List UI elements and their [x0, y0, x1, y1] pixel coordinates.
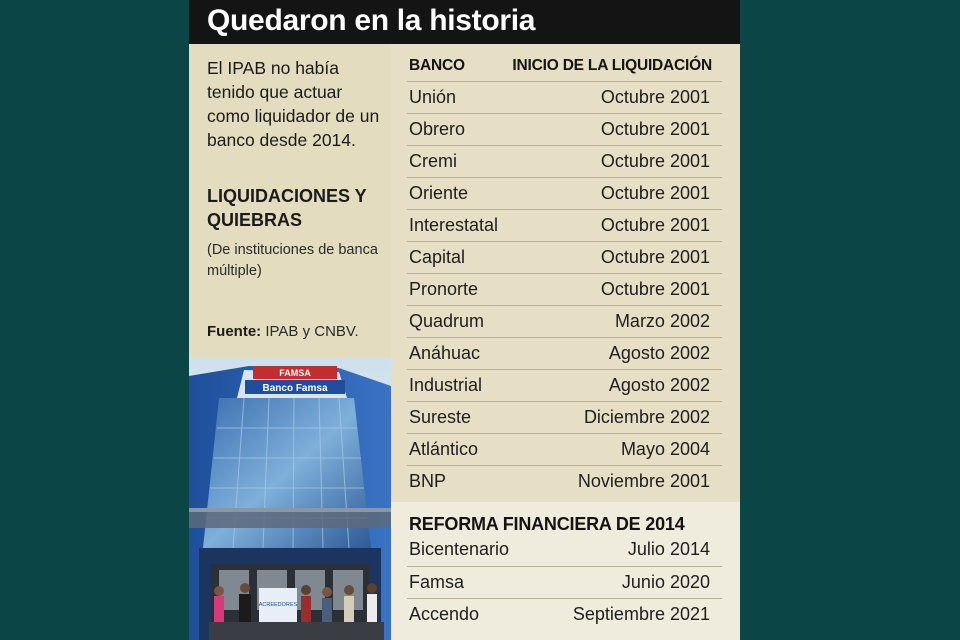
header-bar [189, 0, 740, 44]
bank-name: Cremi [409, 151, 457, 171]
liquidation-date: Junio 2020 [621, 572, 710, 592]
liquidation-date: Octubre 2001 [600, 87, 710, 107]
table-row [407, 305, 722, 338]
bank-name: Atlántico [409, 439, 479, 459]
bank-name: Unión [409, 87, 457, 107]
bank-name: Bicentenario [409, 539, 510, 559]
bank-name: Capital [409, 247, 466, 267]
liquidation-date: Septiembre 2021 [572, 604, 710, 624]
bank-name: BNP [409, 471, 447, 491]
table-row [407, 401, 722, 434]
liquidation-date: Agosto 2002 [608, 343, 710, 363]
liquidation-date: Octubre 2001 [600, 279, 710, 299]
source-line [207, 323, 359, 340]
table-row [407, 566, 722, 599]
sidebar-panel [189, 44, 391, 358]
source-text: IPAB y CNBV. [265, 323, 359, 340]
col-header-bank: BANCO [409, 57, 465, 74]
liquidation-date: Octubre 2001 [600, 119, 710, 139]
reforma-title: REFORMA FINANCIERA DE 2014 [409, 514, 685, 534]
bank-name: Sureste [409, 407, 472, 427]
bank-name: Anáhuac [409, 343, 481, 363]
infographic-card [189, 0, 740, 640]
intro-text: El IPAB no había tenido que actuar como liquidador de un banco desde 2014. [207, 58, 380, 150]
table-row [407, 113, 722, 146]
sign-main-text: Banco Famsa [262, 383, 328, 394]
bank-name: Accendo [409, 604, 480, 624]
liquidation-date: Marzo 2002 [614, 311, 710, 331]
section-title: LIQUIDACIONES Y QUIEBRAS [207, 186, 367, 230]
table-row [407, 337, 722, 370]
col-header-date: INICIO DE LA LIQUIDACIÓN [512, 57, 712, 74]
liquidation-date: Mayo 2004 [620, 439, 710, 459]
banner-text: ACREEDORES [258, 602, 298, 608]
table-row [407, 369, 722, 402]
table-row [407, 209, 722, 242]
liquidation-date: Octubre 2001 [600, 215, 710, 235]
liquidation-date: Julio 2014 [627, 539, 710, 559]
table-row [407, 145, 722, 178]
bank-name: Oriente [409, 183, 469, 203]
table-row [407, 177, 722, 210]
sign-top-text: FAMSA [279, 368, 311, 378]
table-row [407, 81, 722, 114]
table-row [407, 433, 722, 466]
liquidation-date: Octubre 2001 [600, 183, 710, 203]
bank-name: Pronorte [409, 279, 479, 299]
liquidations-table [391, 44, 740, 502]
table-row [407, 598, 722, 631]
bank-name: Industrial [409, 375, 483, 395]
bank-name: Quadrum [409, 311, 485, 331]
liquidation-date: Noviembre 2001 [577, 471, 710, 491]
liquidation-date: Octubre 2001 [600, 151, 710, 171]
table-row [407, 241, 722, 274]
bank-name: Famsa [409, 572, 465, 592]
page-title: Quedaron en la historia [207, 4, 536, 37]
source-label: Fuente: [207, 323, 262, 340]
liquidation-date: Octubre 2001 [600, 247, 710, 267]
reforma-section [391, 502, 740, 640]
table-row [407, 465, 722, 498]
liquidation-date: Agosto 2002 [608, 375, 710, 395]
bank-name: Interestatal [409, 215, 499, 235]
section-subtitle: (De instituciones de banca múltiple) [207, 242, 378, 279]
bank-building-photo [189, 358, 391, 640]
table-row [407, 534, 722, 566]
table-row [407, 273, 722, 306]
liquidation-date: Diciembre 2002 [583, 407, 710, 427]
building-illustration [189, 358, 391, 640]
bank-name: Obrero [409, 119, 466, 139]
